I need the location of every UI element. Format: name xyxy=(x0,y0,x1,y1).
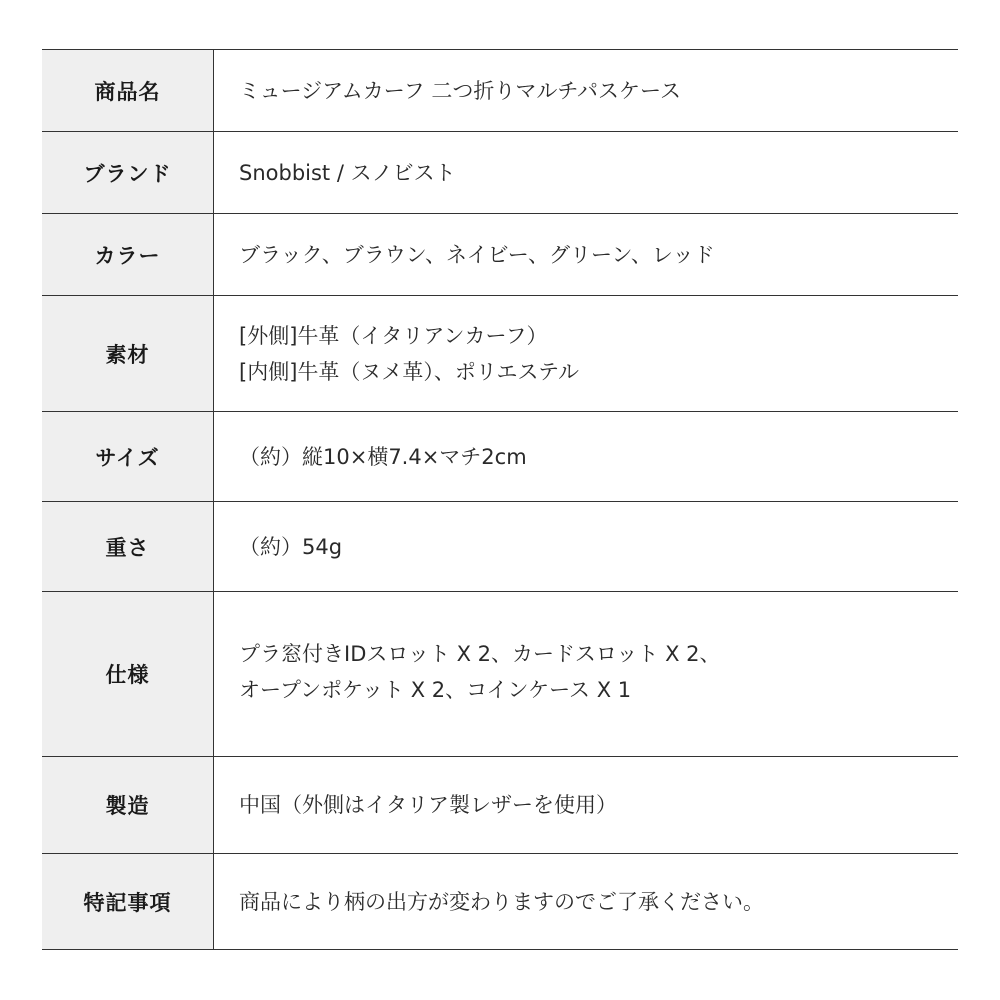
product-spec-table xyxy=(42,49,958,950)
spec-value-line: Snobbist / スノビスト xyxy=(239,160,456,185)
spec-row-material xyxy=(42,296,958,412)
spec-value-line: ブラック、ブラウン、ネイビー、グリーン、レッド xyxy=(239,242,715,267)
spec-row-color xyxy=(42,214,958,296)
spec-value-line: プラ窓付きIDスロット X 2、カードスロット X 2、 xyxy=(239,642,721,666)
spec-value-line: 中国（外側はイタリア製レザーを使用） xyxy=(239,793,617,817)
spec-row-manufacture xyxy=(42,757,958,854)
spec-label: カラー xyxy=(42,214,214,295)
spec-label: サイズ xyxy=(42,412,214,501)
spec-row-specification xyxy=(42,592,958,757)
spec-row-size xyxy=(42,412,958,502)
spec-value xyxy=(214,214,958,295)
spec-value xyxy=(214,592,958,756)
spec-value-line: 商品により柄の出方が変わりますのでご了承ください。 xyxy=(239,889,764,914)
spec-value xyxy=(214,502,958,591)
spec-label: ブランド xyxy=(42,132,214,213)
spec-label: 製造 xyxy=(42,757,214,853)
spec-value-line: オープンポケット X 2、コインケース X 1 xyxy=(239,678,632,702)
spec-value xyxy=(214,132,958,213)
spec-value xyxy=(214,50,958,131)
spec-row-weight xyxy=(42,502,958,592)
spec-value-line: [内側]牛革（ヌメ革）、ポリエステル xyxy=(239,359,579,384)
spec-row-brand xyxy=(42,132,958,214)
spec-row-notes xyxy=(42,854,958,950)
spec-value-line: ミュージアムカーフ 二つ折りマルチパスケース xyxy=(239,78,682,103)
spec-label: 重さ xyxy=(42,502,214,591)
spec-value xyxy=(214,854,958,949)
spec-value xyxy=(214,757,958,853)
spec-label: 素材 xyxy=(42,296,214,411)
spec-row-product-name xyxy=(42,50,958,132)
spec-value-line: （約）縦10×横7.4×マチ2cm xyxy=(239,444,527,469)
spec-value xyxy=(214,412,958,501)
spec-value-line: [外側]牛革（イタリアンカーフ） xyxy=(239,323,548,348)
spec-value-line: （約）54g xyxy=(239,534,343,559)
spec-label: 商品名 xyxy=(42,50,214,131)
spec-value xyxy=(214,296,958,411)
spec-label: 特記事項 xyxy=(42,854,214,949)
spec-label: 仕様 xyxy=(42,592,214,756)
